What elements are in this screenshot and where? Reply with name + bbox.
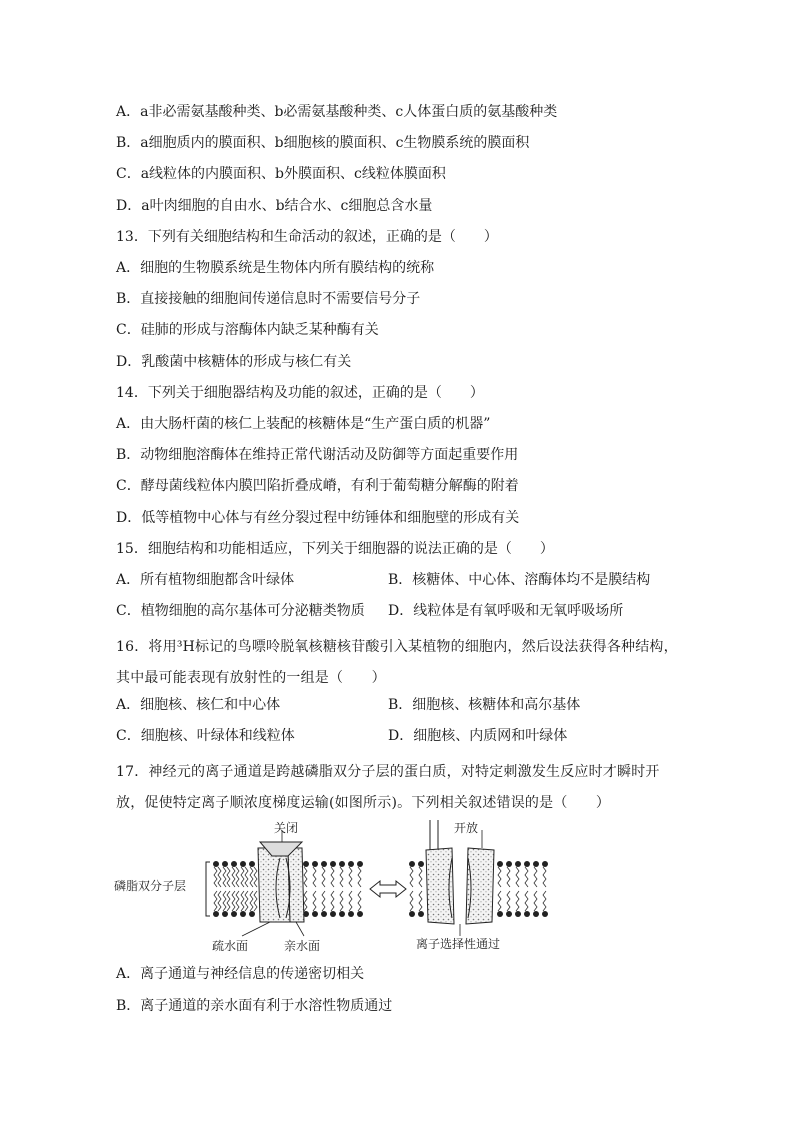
q15-option-a: A．所有植物细胞都含叶绿体 (116, 572, 295, 588)
q16-option-c: C．细胞核、叶绿体和线粒体 (116, 728, 295, 744)
q17-option-a: A．离子通道与神经信息的传递密切相关 (116, 966, 365, 982)
open-channel-protein (426, 820, 494, 924)
q15-stem: 15．细胞结构和功能相适应，下列关于细胞器的说法正确的是（ ） (116, 541, 554, 557)
q16-option-a: A．细胞核、核仁和中心体 (116, 697, 281, 713)
hydrophilic-label: 亲水面 (284, 939, 321, 953)
open-label: 开放 (454, 821, 479, 835)
q14-stem: 14．下列关于细胞器结构及功能的叙述，正确的是（ ） (116, 385, 484, 401)
q14-option-a: A．由大肠杆菌的核仁上装配的核糖体是“生产蛋白质的机器” (116, 416, 491, 432)
q16-stem: 16．将用³H标记的鸟嘌呤脱氧核糖核苷酸引入某植物的细胞内，然后设法获得各种结构，其中最可能表现有放射性的一组是（ ） (116, 639, 678, 686)
q12-option-b: B．a细胞质内的膜面积、b细胞核的膜面积、c生物膜系统的膜面积 (116, 135, 530, 151)
double-arrow-icon (370, 881, 406, 897)
q17-stem: 17．神经元的离子通道是跨越磷脂双分子层的蛋白质，对特定刺激发生反应时才瞬时开放，促使特定离子顺浓度梯度运输(如图所示)。下列相关叙述错误的是（ ） (116, 764, 660, 811)
closed-channel-protein (258, 842, 304, 922)
q13-stem: 13．下列有关细胞结构和生命活动的叙述，正确的是（ ） (116, 229, 498, 245)
q12-option-a: A．a非必需氨基酸种类、b必需氨基酸种类、c人体蛋白质的氨基酸种类 (116, 104, 558, 120)
q13-option-d: D．乳酸菌中核糖体的形成与核仁有关 (116, 354, 352, 370)
closed-label: 关闭 (274, 821, 299, 835)
q17-option-b: B．离子通道的亲水面有利于水溶性物质通过 (116, 998, 393, 1014)
q16-option-d: D．细胞核、内质网和叶绿体 (388, 728, 568, 744)
q13-option-a: A．细胞的生物膜系统是生物体内所有膜结构的统称 (116, 260, 435, 276)
q13-option-b: B．直接接触的细胞间传递信息时不需要信号分子 (116, 291, 421, 307)
q13-option-c: C．硅肺的形成与溶酶体内缺乏某种酶有关 (116, 322, 379, 338)
q12-option-c: C．a线粒体的内膜面积、b外膜面积、c线粒体膜面积 (116, 166, 446, 182)
selective-label: 离子选择性通过 (416, 937, 501, 951)
ion-channel-figure (112, 818, 560, 958)
q15-option-b: B．核糖体、中心体、溶酶体均不是膜结构 (388, 572, 651, 588)
q15-option-c: C．植物细胞的高尔基体可分泌糖类物质 (116, 603, 365, 619)
q16-option-b: B．细胞核、核糖体和高尔基体 (388, 697, 581, 713)
q12-option-d: D．a叶肉细胞的自由水、b结合水、c细胞总含水量 (116, 198, 433, 214)
q14-option-c: C．酵母菌线粒体内膜凹陷折叠成嵴，有利于葡萄糖分解酶的附着 (116, 478, 519, 494)
bilayer-label: 磷脂双分子层 (114, 879, 187, 893)
q14-option-b: B．动物细胞溶酶体在维持正常代谢活动及防御等方面起重要作用 (116, 447, 519, 463)
q14-option-d: D．低等植物中心体与有丝分裂过程中纺锤体和细胞壁的形成有关 (116, 510, 520, 526)
q15-option-d: D．线粒体是有氧呼吸和无氧呼吸场所 (388, 603, 624, 619)
hydrophobic-label: 疏水面 (212, 939, 249, 953)
